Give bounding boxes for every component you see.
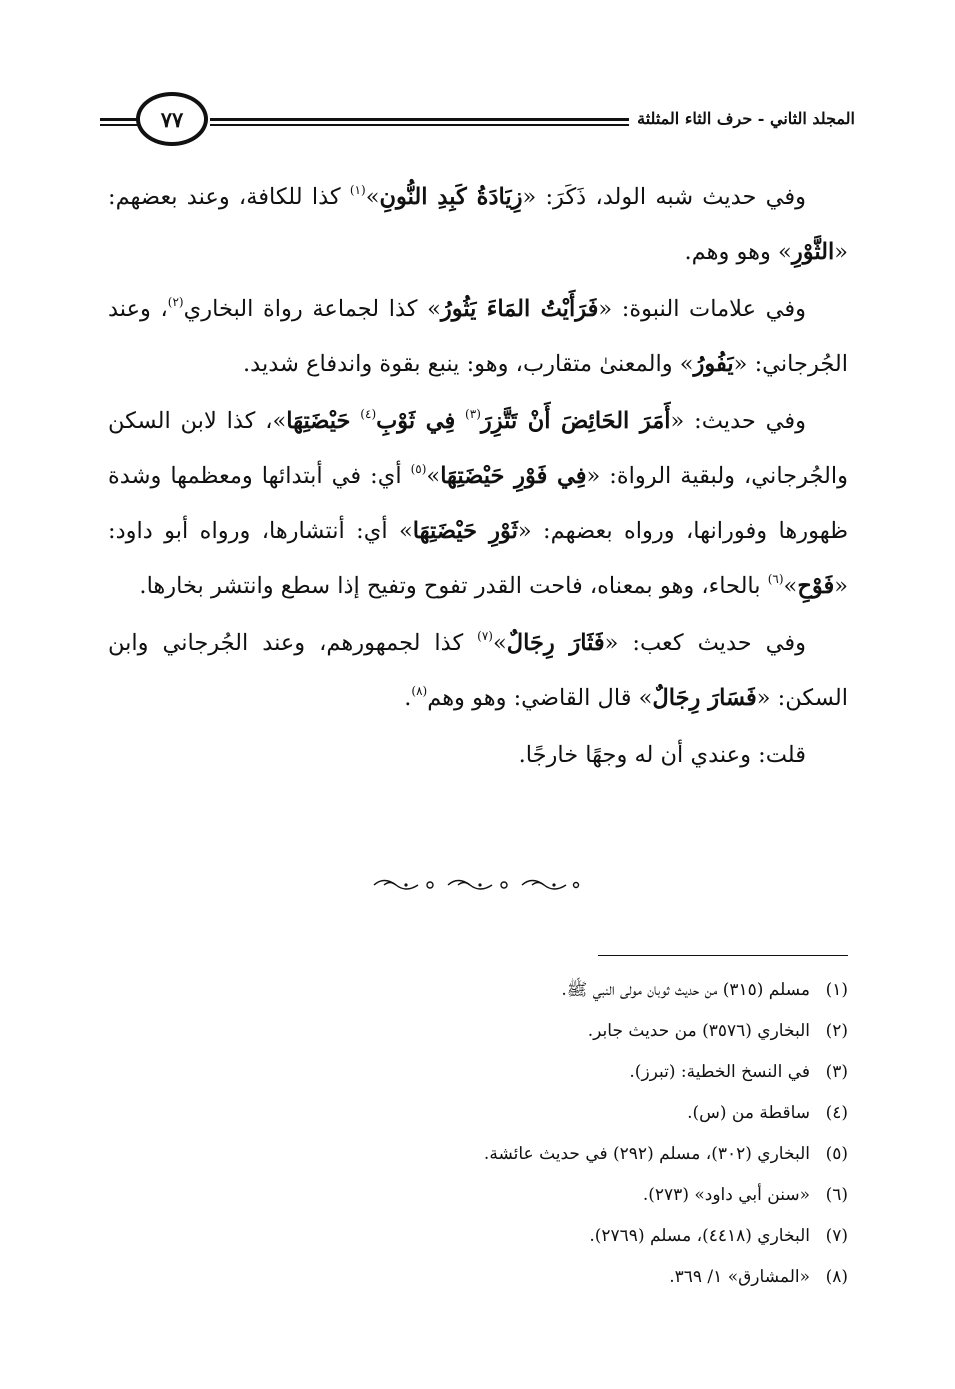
header-rule-left-top (100, 118, 140, 121)
page-number-oval (136, 92, 208, 146)
text-run: » وهو وهم. (684, 239, 792, 265)
text-run: كذا لجمهورهم، وعند الجُرجاني وابن السكن: « (108, 630, 848, 711)
header-rule-left-bottom (100, 124, 140, 126)
footnote-item (288, 1011, 848, 1052)
text-run: » (783, 573, 798, 599)
text-run: قلت: وعندي أن له وجهًا خارجًا. (518, 742, 806, 768)
page-number: ٧٧ (160, 106, 184, 132)
quoted-word: فَرَأَيْتُ المَاءَ يَثُورُ (440, 296, 599, 322)
main-text (108, 170, 848, 785)
text-run: كذا للكافة، وعند بعضهم: « (108, 184, 848, 265)
footnote-number: (٢) (825, 1021, 848, 1041)
footnote-item (288, 1134, 848, 1175)
text-run: وفي حديث: « (670, 408, 806, 434)
footnote-item (288, 970, 848, 1011)
footnote-number: (٦) (825, 1185, 848, 1205)
paragraph-4 (108, 616, 848, 726)
footnote-item (288, 1257, 848, 1298)
footnote-text: «سنن أبي داود» (٢٧٣). (642, 1185, 810, 1205)
footnote-number: (٥) (825, 1144, 848, 1164)
quoted-word: ثَوْرِ حَيْضَتِهَا (412, 518, 518, 544)
footnote-number: (٣) (825, 1062, 848, 1082)
text-run: ، وعند الجُرجاني: « (108, 296, 848, 377)
text-run: » والمعنىٰ متقارب، وهو: ينبع بقوة واندفاع شديد. (243, 351, 694, 377)
footnote-marker: (٢) (167, 295, 184, 309)
footnote-item (288, 1093, 848, 1134)
footnote-marker: (٥) (410, 462, 427, 476)
footnote-text: البخاري (٤٤١٨)، مسلم (٢٧٦٩). (589, 1226, 810, 1246)
paragraph-2 (108, 282, 848, 392)
footnote-marker: (١) (349, 183, 366, 197)
footnote-number: (٧) (825, 1226, 848, 1246)
paragraph-1 (108, 170, 848, 280)
quoted-word: فَوْحِ (797, 573, 835, 599)
text-run: . (404, 685, 412, 711)
footnote-item (288, 1175, 848, 1216)
footnote-text: «المشارق» ١/ ٣٦٩. (669, 1267, 810, 1287)
text-run: » كذا لجماعة رواة البخاري (183, 296, 441, 322)
quoted-word: زِيَادَةُ كَبِدِ النُّونِ (379, 184, 523, 210)
text-run (455, 408, 465, 434)
paragraph-3 (108, 394, 848, 614)
footnote-marker: (٨) (411, 684, 428, 698)
footnote-item (288, 1216, 848, 1257)
quoted-word: فَثَارَ رِجَالٌ (506, 630, 605, 656)
footnote-item (288, 1052, 848, 1093)
text-run: » (426, 463, 441, 489)
quoted-word: فَسَارَ رِجَالٌ (652, 685, 757, 711)
text-run: » (492, 630, 507, 656)
text-run: وفي حديث كعب: « (604, 630, 806, 656)
footnote-text: مسلم (٣١٥) من حديث ثوبان مولى النبي ﷺ. (561, 980, 810, 1000)
quoted-word: حَيْضَتِهَا (286, 408, 351, 434)
footnote-marker: (٦) (767, 572, 784, 586)
footnote-marker: (٧) (477, 629, 493, 643)
running-title: المجلد الثاني - حرف الثاء المثلثة (629, 101, 855, 137)
text-run: وفي علامات النبوة: « (598, 296, 806, 322)
footnote-text: في النسخ الخطية: (تبرز). (629, 1062, 810, 1082)
footnote-text: البخاري (٣٥٧٦) من حديث جابر. (587, 1021, 810, 1041)
ornament-divider-icon (370, 872, 585, 898)
footnotes (288, 970, 848, 1298)
text-run: »، كذا لابن السكن والجُرجاني، ولبقية الرواة: « (108, 408, 848, 489)
quoted-word: أَمَرَ الحَائِضَ أَنْ تَتَّزِرَ (480, 408, 671, 434)
footnote-number: (٨) (825, 1267, 848, 1287)
footnote-separator (598, 955, 848, 956)
text-run: بالحاء، وهو بمعناه، فاحت القدر تفوح وتفيح إذا سطع وانتشر بخارها. (139, 573, 768, 599)
footnote-text: ساقطة من (س). (687, 1103, 810, 1123)
text-run: » أي: أنتشارها، ورواه أبو داود: « (108, 518, 848, 599)
paragraph-5 (108, 728, 848, 783)
text-run: وفي حديث شبه الولد، ذَكَرَ: « (522, 184, 806, 210)
text-run: » (365, 184, 380, 210)
page-header (100, 78, 855, 168)
text-run: » قال القاضي: وهو وهم (427, 685, 653, 711)
text-run: أي: في أبتدائها ومعظمها وشدة ظهورها وفورانها، ورواه بعضهم: « (108, 463, 849, 544)
footnote-number: (٤) (825, 1103, 848, 1123)
footnote-number: (١) (825, 980, 848, 1000)
footnote-text: البخاري (٣٠٢)، مسلم (٢٩٢) في حديث عائشة. (483, 1144, 810, 1164)
quoted-word: فِي ثَوْبِ (376, 408, 456, 434)
footnote-marker: (٤) (360, 407, 377, 421)
footnote-marker: (٣) (465, 407, 481, 421)
quoted-word: الثَّوْرِ (791, 239, 835, 265)
quoted-word: يَفُورُ (693, 351, 734, 377)
quoted-word: فِي فَوْرِ حَيْضَتِهَا (440, 463, 587, 489)
text-run (350, 408, 360, 434)
